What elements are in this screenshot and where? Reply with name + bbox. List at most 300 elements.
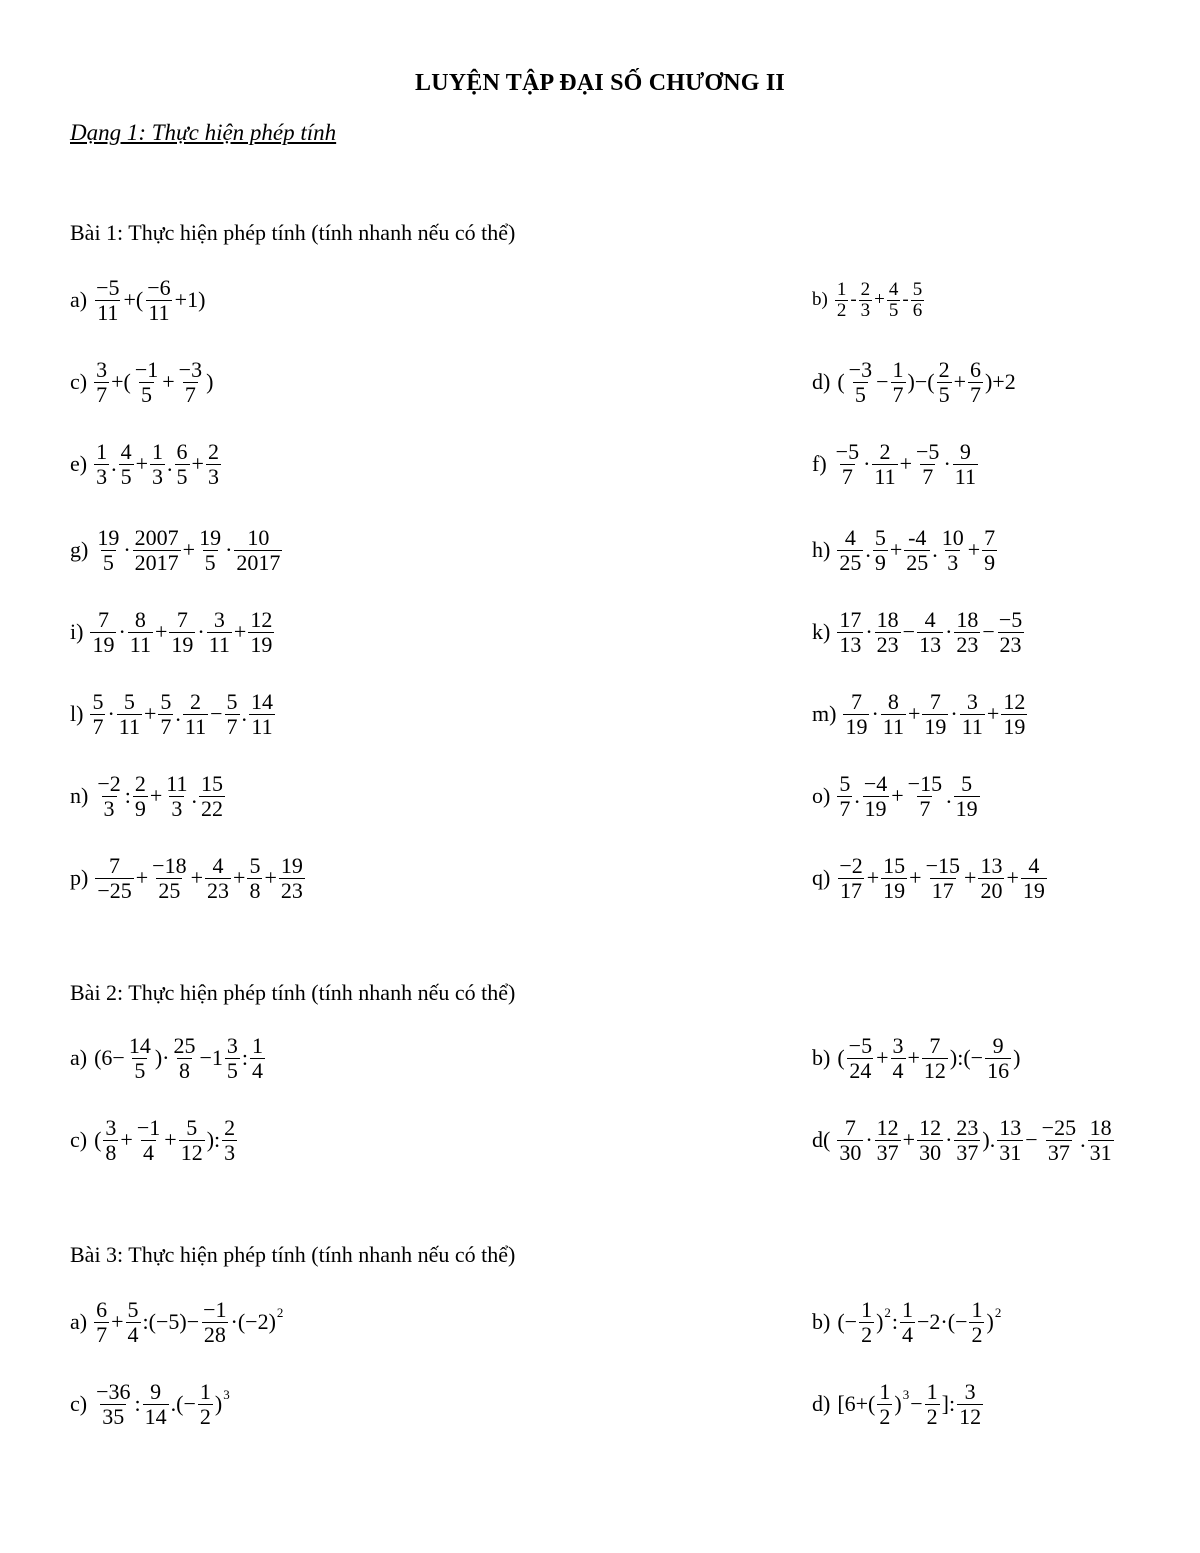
operator: ·: [945, 1127, 953, 1152]
fraction: [881, 854, 907, 901]
operator: ·: [197, 619, 205, 644]
numerator: −2: [839, 853, 863, 879]
exercise-1k: [812, 600, 1025, 664]
fraction: [957, 1380, 983, 1427]
fraction: [205, 854, 231, 901]
denominator: 22: [200, 795, 223, 821]
numerator: 3: [226, 1033, 238, 1059]
operator: .: [175, 701, 181, 726]
fraction: [133, 526, 181, 573]
expression: [836, 1298, 1001, 1345]
denominator: 11: [251, 713, 273, 739]
denominator: 7: [919, 795, 931, 821]
fraction: [904, 526, 930, 573]
operator: ): [206, 369, 214, 394]
denominator: 5: [120, 463, 132, 489]
denominator: 5: [134, 1057, 146, 1083]
fraction: [95, 854, 133, 901]
denominator: 31: [1089, 1139, 1112, 1165]
numerator: 7: [929, 1033, 941, 1059]
denominator: 5: [204, 549, 216, 575]
expression: [836, 854, 1048, 901]
denominator: 25: [906, 549, 929, 575]
fraction: [843, 690, 869, 737]
operator: +1): [174, 287, 206, 312]
denominator: 19: [250, 631, 273, 657]
numerator: 1: [879, 1379, 891, 1405]
operator: −: [982, 619, 995, 644]
denominator: 7: [92, 713, 104, 739]
operator: +: [907, 1045, 920, 1070]
numerator: 1: [892, 357, 904, 383]
numerator: 2: [189, 689, 201, 715]
numerator: 19: [199, 525, 222, 551]
denominator: 11: [184, 713, 207, 739]
denominator: 23: [207, 877, 230, 903]
exercise-label: g): [70, 537, 89, 562]
denominator: 17: [931, 877, 954, 903]
operator: +: [891, 783, 904, 808]
denominator: 7: [892, 381, 904, 407]
fraction: [969, 1298, 984, 1345]
numerator: 15: [883, 853, 906, 879]
denominator: 8: [178, 1057, 190, 1083]
denominator: 3: [947, 549, 959, 575]
denominator: −25: [97, 877, 132, 903]
fraction: [175, 440, 190, 487]
operator: (: [837, 369, 845, 394]
numerator: 10: [941, 525, 964, 551]
operator: .: [167, 451, 173, 476]
fraction: [837, 1116, 863, 1163]
operator: +: [164, 1127, 177, 1152]
fraction: [834, 440, 861, 487]
numerator: 8: [134, 607, 146, 633]
fraction: [94, 440, 109, 487]
operator: +: [135, 865, 149, 890]
operator: )+2: [984, 369, 1016, 394]
numerator: 1: [971, 1297, 983, 1323]
exercise-label: e): [70, 451, 88, 476]
operator: +: [143, 701, 157, 726]
exercise-3d: [812, 1372, 984, 1436]
fraction: [183, 690, 208, 737]
denominator: 12: [180, 1139, 203, 1165]
fraction: [119, 440, 134, 487]
fraction: [837, 526, 863, 573]
numerator: 1: [861, 1297, 873, 1323]
denominator: 19: [1003, 713, 1026, 739]
denominator: 3: [103, 795, 115, 821]
exercise-1e: [70, 432, 222, 496]
fraction: [145, 276, 172, 323]
exercise-label: a): [70, 287, 88, 312]
operator: :(−5)−: [142, 1309, 200, 1334]
fraction: [917, 608, 943, 655]
expression: [93, 1298, 283, 1345]
operator: +: [874, 289, 885, 310]
operator: ): [876, 1309, 884, 1334]
expression: [836, 358, 1016, 405]
denominator: 5: [102, 549, 114, 575]
numerator: 18: [956, 607, 979, 633]
numerator: 2: [224, 1115, 236, 1141]
operator: -: [902, 289, 909, 310]
numerator: 4: [888, 278, 899, 300]
exercise-1m: [812, 682, 1028, 746]
numerator: −1: [136, 1115, 161, 1141]
numerator: 5: [92, 689, 104, 715]
numerator: 1: [836, 278, 847, 300]
fraction: [859, 280, 873, 321]
numerator: −1: [203, 1297, 227, 1323]
numerator: 6: [176, 439, 188, 465]
exercise-label: n): [70, 783, 89, 808]
denominator: 4: [252, 1057, 264, 1083]
fraction: [937, 358, 952, 405]
denominator: 2: [861, 1321, 873, 1347]
numerator: 2: [207, 439, 219, 465]
operator: ·: [225, 537, 233, 562]
operator: ·: [865, 1127, 873, 1152]
expression: [93, 1380, 230, 1427]
operator: +: [264, 865, 277, 890]
numerator: 5: [123, 689, 135, 715]
numerator: 15: [200, 771, 223, 797]
fraction: [1001, 690, 1027, 737]
fraction: [179, 1116, 205, 1163]
denominator: 3: [171, 795, 183, 821]
denominator: 23: [876, 631, 899, 657]
denominator: 3: [96, 463, 108, 489]
denominator: 11: [961, 713, 983, 739]
numerator: 1: [96, 439, 108, 465]
fraction: [250, 1034, 265, 1081]
denominator: 11: [148, 299, 170, 325]
operator: +: [866, 865, 880, 890]
fraction: [953, 440, 978, 487]
denominator: 14: [144, 1403, 167, 1429]
fraction: [891, 1034, 906, 1081]
denominator: 3: [152, 463, 164, 489]
fraction: [94, 358, 109, 405]
fraction: [197, 526, 223, 573]
numerator: 4: [120, 439, 132, 465]
exercise-label: k): [812, 619, 831, 644]
fraction: [222, 1116, 237, 1163]
problem-2-heading: Bài 2: Thực hiện phép tính (tính nhanh nếu có thể): [70, 980, 516, 1005]
fraction: [248, 608, 274, 655]
operator: ·: [950, 701, 958, 726]
operator: ·(−2): [230, 1309, 276, 1334]
operator: (−: [837, 1309, 858, 1334]
operator: +: [1006, 865, 1019, 890]
denominator: 2017: [236, 549, 281, 575]
exercise-1q: [812, 846, 1048, 910]
numerator: 3: [105, 1115, 117, 1141]
denominator: 35: [102, 1403, 125, 1429]
fraction: [968, 358, 983, 405]
numerator: 1: [252, 1033, 264, 1059]
denominator: 19: [171, 631, 194, 657]
fraction: [158, 690, 173, 737]
numerator: 7: [97, 607, 109, 633]
fraction: [978, 854, 1004, 901]
problem-3-heading: Bài 3: Thực hiện phép tính (tính nhanh nếu có thể): [70, 1242, 516, 1267]
denominator: 37: [1047, 1139, 1070, 1165]
exercise-label: c): [70, 1391, 88, 1416]
operator: :: [134, 1391, 141, 1416]
operator: (: [94, 1127, 102, 1152]
denominator: 28: [203, 1321, 226, 1347]
fraction: [128, 608, 153, 655]
numerator: 17: [839, 607, 862, 633]
fraction: [117, 690, 142, 737]
fraction: [881, 690, 906, 737]
exercise-1h: [812, 518, 998, 582]
fraction: [247, 854, 262, 901]
numerator: 4: [212, 853, 224, 879]
denominator: 37: [956, 1139, 979, 1165]
fraction: [103, 1116, 118, 1163]
fraction: [891, 358, 906, 405]
operator: ):: [206, 1127, 221, 1152]
fraction: [169, 608, 195, 655]
numerator: −5: [998, 607, 1023, 633]
operator: +: [233, 865, 246, 890]
numerator: 12: [250, 607, 273, 633]
operator: +: [182, 537, 196, 562]
denominator: 8: [249, 877, 261, 903]
exponent: 2: [276, 1305, 284, 1320]
fraction: [859, 1298, 874, 1345]
numerator: 2: [860, 278, 871, 300]
denominator: 3: [860, 299, 871, 321]
fraction: [177, 358, 204, 405]
fraction: [225, 690, 240, 737]
exercise-label: d): [812, 1391, 831, 1416]
numerator: -4: [908, 525, 927, 551]
operator: ·: [865, 619, 873, 644]
fraction: [94, 276, 121, 323]
operator: +: [162, 369, 175, 394]
denominator: 7: [160, 713, 172, 739]
numerator: 7: [176, 607, 188, 633]
numerator: 3: [96, 357, 108, 383]
denominator: 12: [923, 1057, 946, 1083]
operator: ):(−: [949, 1045, 984, 1070]
fraction: [225, 1034, 240, 1081]
exercise-label: b): [812, 1309, 831, 1334]
fraction: [960, 690, 985, 737]
fraction: [873, 526, 888, 573]
fraction: [847, 1034, 874, 1081]
operator: ·: [943, 451, 951, 476]
numerator: 3: [964, 1379, 976, 1405]
numerator: 9: [959, 439, 971, 465]
denominator: 11: [118, 713, 140, 739]
denominator: 2: [199, 1403, 211, 1429]
expression: [93, 1034, 266, 1081]
denominator: 19: [92, 631, 115, 657]
exercise-label: f): [812, 451, 827, 476]
exercise-label: l): [70, 701, 84, 726]
numerator: −15: [907, 771, 943, 797]
operator: (6−: [94, 1045, 125, 1070]
operator: −: [910, 1391, 923, 1416]
operator: ·: [863, 451, 871, 476]
exercise-label: h): [812, 537, 831, 562]
operator: −: [902, 619, 916, 644]
fraction: [133, 358, 160, 405]
operator: +: [964, 865, 977, 890]
denominator: 2: [836, 299, 847, 321]
operator: :: [891, 1309, 899, 1334]
exercise-1l: [70, 682, 276, 746]
numerator: 1: [926, 1379, 938, 1405]
exercise-label: a): [70, 1045, 88, 1070]
denominator: 2: [879, 1403, 891, 1429]
fraction: [847, 358, 874, 405]
denominator: 11: [129, 631, 151, 657]
numerator: −25: [1041, 1115, 1077, 1141]
expression: [89, 608, 275, 655]
numerator: 2: [134, 771, 146, 797]
numerator: 2007: [134, 525, 179, 551]
numerator: 14: [251, 689, 273, 715]
numerator: 5: [160, 689, 172, 715]
denominator: 11: [882, 713, 904, 739]
operator: +: [953, 369, 966, 394]
fraction: [900, 1298, 915, 1345]
fraction: [90, 608, 116, 655]
operator: +: [111, 1309, 124, 1334]
operator: +: [902, 1127, 916, 1152]
numerator: 18: [1089, 1115, 1112, 1141]
fraction: [1040, 1116, 1078, 1163]
denominator: 23: [999, 631, 1022, 657]
denominator: 19: [924, 713, 947, 739]
fraction: [95, 772, 122, 819]
fraction: [985, 1034, 1011, 1081]
numerator: 7: [929, 689, 941, 715]
operator: .: [241, 701, 247, 726]
operator: ]:: [941, 1391, 956, 1416]
fraction: [835, 280, 849, 321]
fraction: [135, 1116, 162, 1163]
exercise-1n: [70, 764, 226, 828]
operator: +: [899, 451, 913, 476]
exercise-2c: [70, 1108, 238, 1172]
operator: ·: [945, 619, 953, 644]
exercise-3a: [70, 1290, 283, 1354]
exercise-label: c): [70, 369, 88, 394]
numerator: 5: [127, 1297, 139, 1323]
exercise-3c: [70, 1372, 230, 1436]
denominator: 31: [999, 1139, 1022, 1165]
numerator: 23: [956, 1115, 979, 1141]
numerator: 5: [839, 771, 851, 797]
denominator: 24: [849, 1057, 872, 1083]
fraction: [922, 690, 948, 737]
denominator: 19: [883, 877, 906, 903]
exercise-1f: [812, 432, 979, 496]
fraction: [95, 526, 121, 573]
operator: +(: [111, 369, 131, 394]
fraction: [201, 1298, 228, 1345]
operator: +: [135, 451, 149, 476]
operator: +: [967, 537, 981, 562]
denominator: 37: [876, 1139, 899, 1165]
operator: −2·(−: [917, 1309, 968, 1334]
page-title: LUYỆN TẬP ĐẠI SỐ CHƯƠNG II: [415, 70, 785, 96]
denominator: 5: [141, 381, 153, 407]
expression: [833, 440, 979, 487]
numerator: 9: [992, 1033, 1004, 1059]
fraction: [837, 854, 864, 901]
fraction: [150, 854, 188, 901]
operator: .: [191, 783, 197, 808]
operator: .: [865, 537, 871, 562]
denominator: 19: [955, 795, 978, 821]
operator: +: [120, 1127, 133, 1152]
exercise-2a: [70, 1026, 266, 1090]
denominator: 30: [839, 1139, 862, 1165]
numerator: −6: [147, 275, 171, 301]
operator: −: [876, 369, 889, 394]
denominator: 30: [919, 1139, 942, 1165]
numerator: 12: [1003, 689, 1026, 715]
numerator: 7: [109, 853, 121, 879]
operator: -: [850, 289, 857, 310]
operator: +: [876, 1045, 889, 1070]
denominator: 25: [158, 877, 181, 903]
numerator: −5: [916, 439, 940, 465]
exponent: 2: [884, 1305, 891, 1320]
expression: [94, 526, 283, 573]
numerator: −15: [925, 853, 961, 879]
expression: [89, 690, 276, 737]
fraction: [249, 690, 275, 737]
operator: (: [837, 1045, 845, 1070]
exercise-label: q): [812, 865, 831, 890]
denominator: 4: [892, 1057, 904, 1083]
fraction: [875, 608, 901, 655]
operator: ): [214, 1391, 223, 1416]
fraction: [206, 440, 221, 487]
fraction: [954, 608, 980, 655]
operator: ·: [107, 701, 115, 726]
numerator: 5: [874, 525, 886, 551]
fraction: [127, 1034, 153, 1081]
exercise-1g: [70, 518, 283, 582]
numerator: −3: [848, 357, 873, 383]
fraction: [911, 280, 925, 321]
exercise-3b: [812, 1290, 1001, 1354]
denominator: 11: [97, 299, 119, 325]
expression: [93, 440, 222, 487]
numerator: 12: [919, 1115, 942, 1141]
denominator: 13: [919, 631, 942, 657]
exercise-2b: [812, 1026, 1021, 1090]
operator: ): [894, 1391, 902, 1416]
operator: ).: [982, 1127, 996, 1152]
denominator: 4: [143, 1139, 155, 1165]
exponent: 2: [994, 1305, 1002, 1320]
numerator: 9: [150, 1379, 162, 1405]
expression: [836, 772, 980, 819]
operator: )−(: [907, 369, 935, 394]
